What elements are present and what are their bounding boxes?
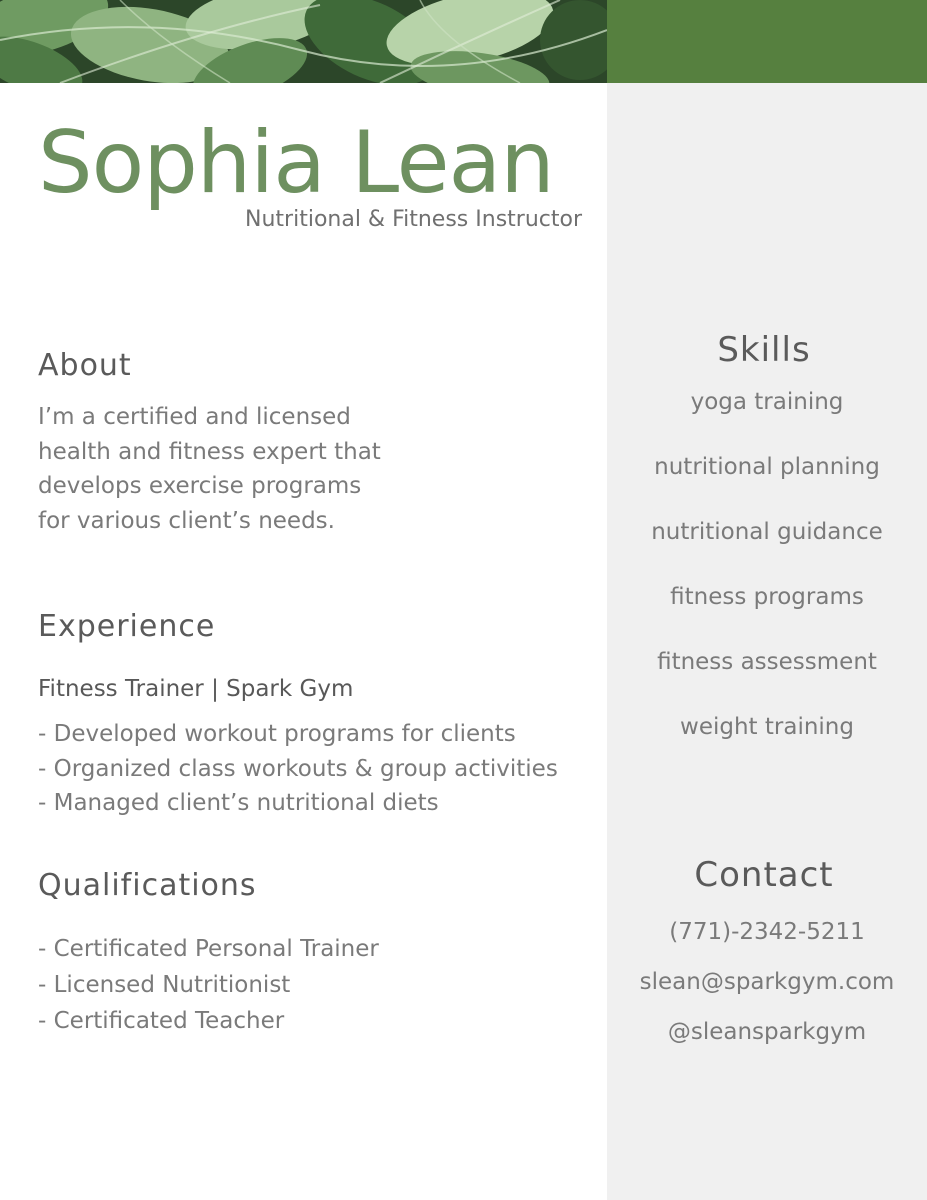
skills-heading: Skills bbox=[717, 330, 811, 370]
banner-accent-block bbox=[607, 0, 927, 83]
contact-phone[interactable]: (771)-2342-5211 bbox=[669, 919, 865, 945]
skills-list bbox=[607, 384, 927, 774]
experience-job-title: Fitness Trainer | Spark Gym bbox=[38, 676, 354, 702]
job-position-title: Nutritional & Fitness Instructor bbox=[245, 207, 582, 232]
skill-item: nutritional planning bbox=[654, 454, 880, 480]
about-line: I’m a certified and licensed bbox=[38, 404, 351, 430]
contact-email[interactable]: slean@sparkgym.com bbox=[639, 969, 895, 995]
about-line: health and fitness expert that bbox=[38, 438, 381, 465]
banner-photo bbox=[0, 0, 607, 83]
qualifications-list bbox=[38, 931, 379, 1039]
contact-list bbox=[607, 914, 927, 1064]
skill-item: weight training bbox=[680, 714, 854, 740]
contact-social-handle[interactable]: @sleansparkgym bbox=[667, 1019, 867, 1045]
about-line: develops exercise programs bbox=[38, 473, 362, 499]
contact-heading: Contact bbox=[694, 855, 834, 895]
experience-item: - Developed workout programs for clients bbox=[38, 721, 516, 747]
experience-item: - Organized class workouts & group activities bbox=[38, 755, 558, 782]
qualification-item: - Licensed Nutritionist bbox=[38, 972, 291, 998]
experience-list bbox=[38, 717, 558, 821]
qualification-item: - Certificated Teacher bbox=[38, 1008, 285, 1034]
skill-item: fitness programs bbox=[670, 584, 864, 610]
qualifications-heading: Qualifications bbox=[38, 868, 257, 903]
about-line: for various client’s needs. bbox=[38, 507, 335, 534]
qualification-item: - Certificated Personal Trainer bbox=[38, 936, 379, 962]
skill-item: nutritional guidance bbox=[651, 519, 883, 545]
experience-heading: Experience bbox=[38, 609, 216, 644]
experience-item: - Managed client’s nutritional diets bbox=[38, 790, 439, 816]
about-text bbox=[38, 400, 408, 538]
skill-item: yoga training bbox=[690, 389, 844, 415]
resume-name: Sophia Lean bbox=[38, 113, 554, 213]
about-heading: About bbox=[38, 348, 132, 383]
skill-item: fitness assessment bbox=[657, 649, 877, 675]
